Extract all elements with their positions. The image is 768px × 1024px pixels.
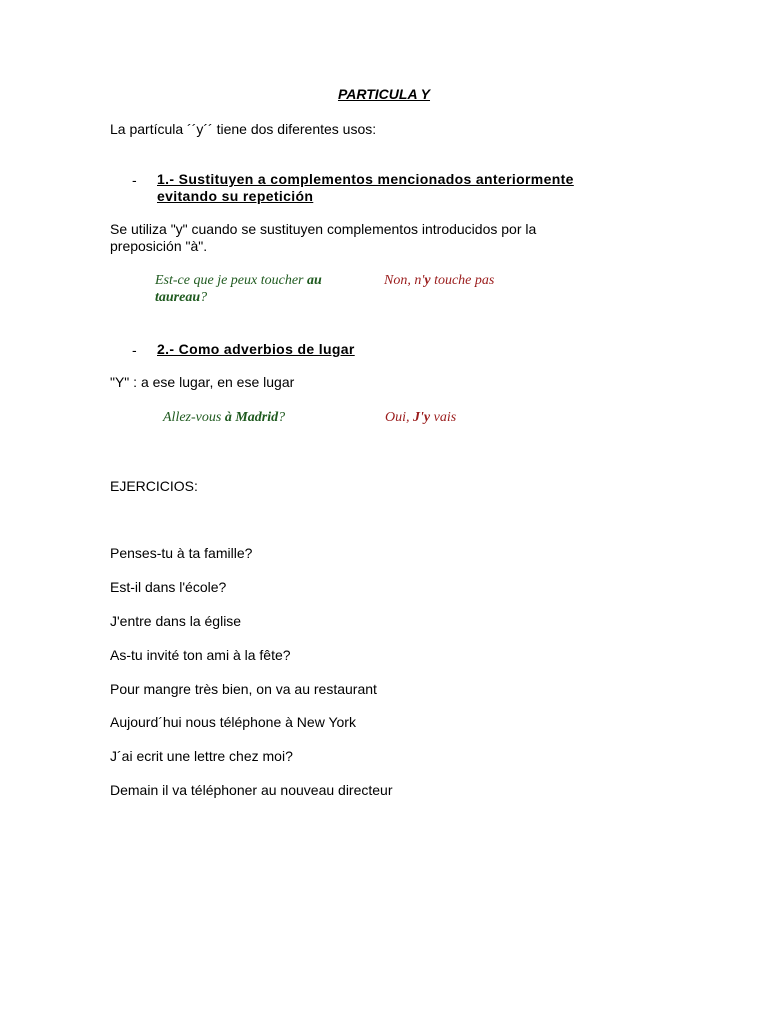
exercise-item: Pour mangre très bien, on va au restaurant — [110, 681, 377, 697]
exercise-item: As-tu invité ton ami à la fête? — [110, 647, 291, 663]
answer-emphasis: y — [424, 273, 431, 288]
section-2-description: "Y" : a ese lugar, en ese lugar — [110, 374, 295, 390]
question-emphasis: au — [307, 273, 322, 288]
section-2-heading: 2.- Como adverbios de lugar — [157, 341, 355, 357]
answer-text: Oui, — [385, 410, 413, 425]
section-2-bullet: - — [132, 342, 137, 358]
answer-text: touche pas — [430, 273, 495, 288]
exercise-item: J´ai ecrit une lettre chez moi? — [110, 748, 293, 764]
intro-text: La partícula ´´y´´ tiene dos diferentes usos: — [110, 121, 377, 137]
section-1-description-line-1: Se utiliza "y" cuando se sustituyen complementos introducidos por la — [110, 221, 537, 237]
section-1-example-question-line-2 — [155, 289, 207, 306]
exercise-item: Est-il dans l'école? — [110, 579, 227, 595]
exercise-item: J'entre dans la église — [110, 613, 242, 629]
question-text: Est-ce que je peux toucher — [155, 273, 307, 288]
section-1-description-line-2: preposición "à". — [110, 238, 208, 254]
answer-text: Non, n' — [384, 273, 425, 288]
section-2-example-answer — [385, 409, 456, 426]
answer-text: vais — [430, 410, 457, 425]
question-emphasis: à Madrid — [224, 410, 279, 425]
section-1-bullet: - — [132, 172, 137, 188]
section-1-example-question-line-1 — [155, 272, 322, 289]
page-title: PARTICULA Y — [337, 86, 431, 102]
question-text: Allez-vous — [163, 410, 225, 425]
exercises-heading: EJERCICIOS: — [110, 478, 198, 494]
section-1-heading-line-2: evitando su repetición — [157, 188, 314, 204]
section-1-heading-line-1: 1.- Sustituyen a complementos mencionados anteriormente — [157, 171, 574, 187]
section-1-example-answer — [384, 272, 494, 289]
exercise-item: Demain il va téléphoner au nouveau directeur — [110, 782, 393, 798]
question-emphasis: taureau — [155, 290, 201, 305]
answer-emphasis: J'y — [413, 410, 431, 425]
exercise-item: Penses-tu à ta famille? — [110, 545, 253, 561]
question-mark: ? — [278, 410, 286, 425]
exercise-item: Aujourd´hui nous téléphone à New York — [110, 714, 356, 730]
question-mark: ? — [200, 290, 208, 305]
section-2-example-question — [163, 409, 285, 426]
